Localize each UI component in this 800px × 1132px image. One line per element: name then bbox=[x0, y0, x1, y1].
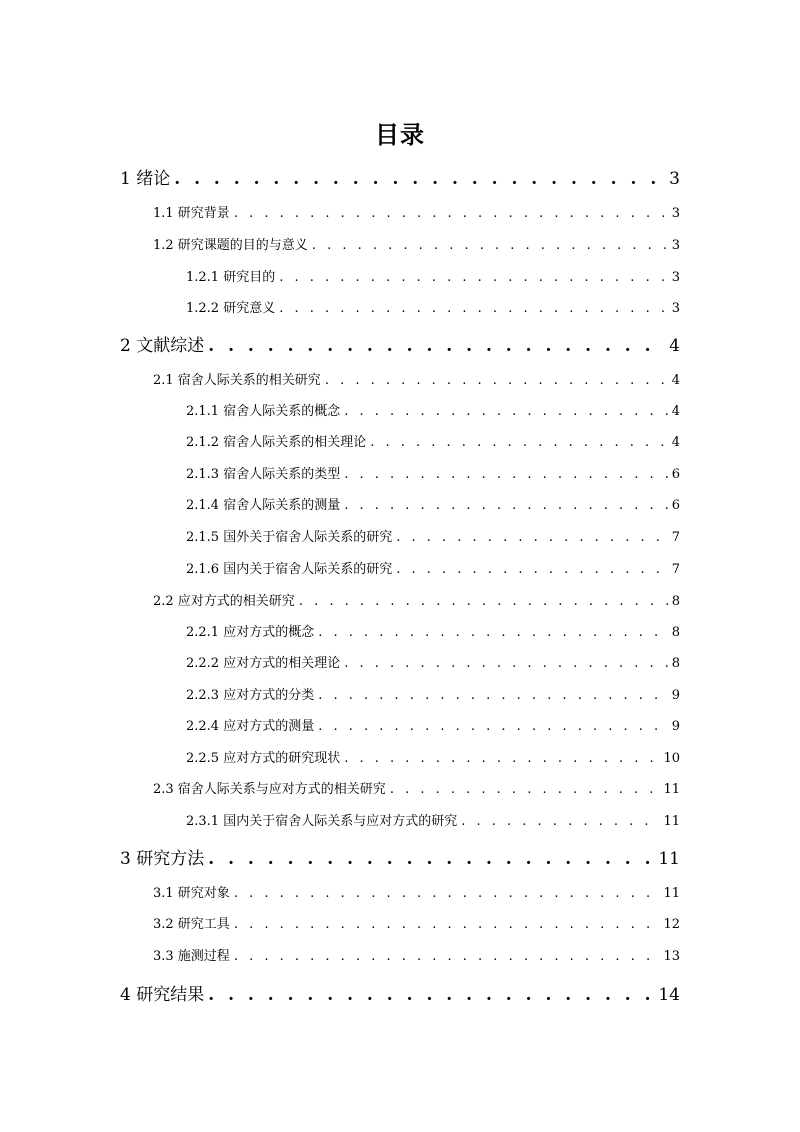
toc-entry[interactable] bbox=[186, 432, 680, 454]
toc-entry[interactable] bbox=[120, 166, 680, 192]
dot-leader bbox=[208, 846, 654, 872]
toc-entry[interactable] bbox=[186, 298, 680, 320]
toc-entry-page: 11 bbox=[663, 886, 680, 901]
toc-entry[interactable] bbox=[153, 370, 680, 392]
dot-leader bbox=[312, 235, 668, 257]
dot-leader bbox=[318, 685, 668, 707]
toc-entry-page: 12 bbox=[663, 917, 680, 932]
dot-leader bbox=[234, 883, 660, 905]
toc-entry-page: 11 bbox=[658, 849, 680, 869]
toc-entry-page: 3 bbox=[671, 238, 680, 253]
toc-entry[interactable] bbox=[120, 846, 680, 872]
dot-leader bbox=[344, 748, 659, 770]
dot-leader bbox=[279, 267, 668, 289]
toc-entry[interactable] bbox=[186, 495, 680, 517]
toc-entry-label: 1.2.1 研究目的 bbox=[186, 270, 276, 285]
toc-entry-page: 6 bbox=[671, 467, 680, 482]
toc-entry[interactable] bbox=[186, 559, 680, 581]
toc-entry[interactable] bbox=[153, 914, 680, 936]
dot-leader bbox=[234, 914, 660, 936]
toc-entry-label: 2.2 应对方式的相关研究 bbox=[153, 594, 295, 609]
toc-entry-page: 11 bbox=[663, 782, 680, 797]
toc-entry-page: 3 bbox=[669, 169, 680, 189]
toc-entry-label: 3 研究方法 bbox=[120, 849, 205, 869]
toc-entry-page: 3 bbox=[671, 270, 680, 285]
dot-leader bbox=[325, 370, 668, 392]
dot-leader bbox=[396, 559, 668, 581]
dot-leader bbox=[344, 653, 668, 675]
toc-entry[interactable] bbox=[186, 685, 680, 707]
toc-entry[interactable] bbox=[186, 267, 680, 289]
toc-entry-label: 1.1 研究背景 bbox=[153, 206, 230, 221]
toc-entry-page: 4 bbox=[671, 404, 680, 419]
toc-entry-label: 3.1 研究对象 bbox=[153, 886, 230, 901]
dot-leader bbox=[390, 779, 660, 801]
dot-leader bbox=[318, 622, 668, 644]
toc-entry-page: 7 bbox=[671, 530, 680, 545]
dot-leader bbox=[344, 464, 668, 486]
toc-entry-label: 2.1.2 宿舍人际关系的相关理论 bbox=[186, 435, 367, 450]
toc-entry[interactable] bbox=[186, 653, 680, 675]
dot-leader bbox=[208, 333, 665, 359]
toc-entry-label: 2.2.5 应对方式的研究现状 bbox=[186, 751, 341, 766]
toc-entry[interactable] bbox=[186, 622, 680, 644]
toc-entry[interactable] bbox=[186, 527, 680, 549]
toc-entry-page: 14 bbox=[658, 985, 680, 1005]
toc-entry-label: 1 绪论 bbox=[120, 169, 171, 189]
toc-entry-page: 9 bbox=[671, 688, 680, 703]
toc-entry-page: 3 bbox=[671, 206, 680, 221]
toc-entry-label: 2.1.3 宿舍人际关系的类型 bbox=[186, 467, 341, 482]
dot-leader bbox=[370, 432, 668, 454]
toc-entry-page: 8 bbox=[671, 594, 680, 609]
dot-leader bbox=[234, 946, 660, 968]
toc-entry-page: 4 bbox=[671, 373, 680, 388]
toc-entry-label: 4 研究结果 bbox=[120, 985, 205, 1005]
dot-leader bbox=[344, 495, 668, 517]
toc-entry[interactable] bbox=[153, 235, 680, 257]
dot-leader bbox=[299, 591, 668, 613]
toc-entry-label: 2.1.6 国内关于宿舍人际关系的研究 bbox=[186, 562, 393, 577]
toc-entry[interactable] bbox=[153, 203, 680, 225]
dot-leader bbox=[234, 203, 668, 225]
toc-entry-label: 1.2 研究课题的目的与意义 bbox=[153, 238, 308, 253]
dot-leader bbox=[461, 811, 659, 833]
page-title: 目录 bbox=[375, 121, 425, 149]
dot-leader bbox=[396, 527, 668, 549]
toc-entry-page: 6 bbox=[671, 498, 680, 513]
toc-entry[interactable] bbox=[186, 401, 680, 423]
dot-leader bbox=[208, 982, 654, 1008]
toc-entry-page: 9 bbox=[671, 719, 680, 734]
toc-entry-page: 4 bbox=[669, 336, 680, 356]
toc-entry[interactable] bbox=[186, 811, 680, 833]
toc-entry[interactable] bbox=[153, 779, 680, 801]
toc-entry-label: 3.3 施测过程 bbox=[153, 949, 230, 964]
toc-entry-page: 7 bbox=[671, 562, 680, 577]
toc-entry-page: 8 bbox=[671, 656, 680, 671]
toc-entry-page: 8 bbox=[671, 625, 680, 640]
toc-entry-label: 2.1 宿舍人际关系的相关研究 bbox=[153, 373, 321, 388]
toc-entry[interactable] bbox=[153, 883, 680, 905]
toc-entry[interactable] bbox=[186, 716, 680, 738]
toc-entry[interactable] bbox=[153, 946, 680, 968]
toc-entry-label: 2.1.1 宿舍人际关系的概念 bbox=[186, 404, 341, 419]
toc-entry-page: 10 bbox=[663, 751, 680, 766]
toc-entry-page: 4 bbox=[671, 435, 680, 450]
toc-entry-label: 2.3.1 国内关于宿舍人际关系与应对方式的研究 bbox=[186, 814, 458, 829]
dot-leader bbox=[279, 298, 668, 320]
toc-entry-label: 2.2.4 应对方式的测量 bbox=[186, 719, 315, 734]
toc-entry-label: 2.1.4 宿舍人际关系的测量 bbox=[186, 498, 341, 513]
toc-entry-label: 2.3 宿舍人际关系与应对方式的相关研究 bbox=[153, 782, 386, 797]
toc-entry-label: 2.2.2 应对方式的相关理论 bbox=[186, 656, 341, 671]
toc-entry[interactable] bbox=[186, 464, 680, 486]
toc-entry-label: 3.2 研究工具 bbox=[153, 917, 230, 932]
dot-leader bbox=[174, 166, 665, 192]
toc-entry-label: 1.2.2 研究意义 bbox=[186, 301, 276, 316]
toc-entry-page: 3 bbox=[671, 301, 680, 316]
dot-leader bbox=[344, 401, 668, 423]
toc-entry[interactable] bbox=[120, 333, 680, 359]
toc-entry-label: 2.2.3 应对方式的分类 bbox=[186, 688, 315, 703]
dot-leader bbox=[318, 716, 668, 738]
toc-entry[interactable] bbox=[153, 591, 680, 613]
toc-entry-label: 2 文献综述 bbox=[120, 336, 205, 356]
toc-entry-page: 13 bbox=[663, 949, 680, 964]
toc-entry-label: 2.2.1 应对方式的概念 bbox=[186, 625, 315, 640]
toc-entry[interactable] bbox=[186, 748, 680, 770]
toc-entry-page: 11 bbox=[663, 814, 680, 829]
toc-entry[interactable] bbox=[120, 982, 680, 1008]
toc-entry-label: 2.1.5 国外关于宿舍人际关系的研究 bbox=[186, 530, 393, 545]
